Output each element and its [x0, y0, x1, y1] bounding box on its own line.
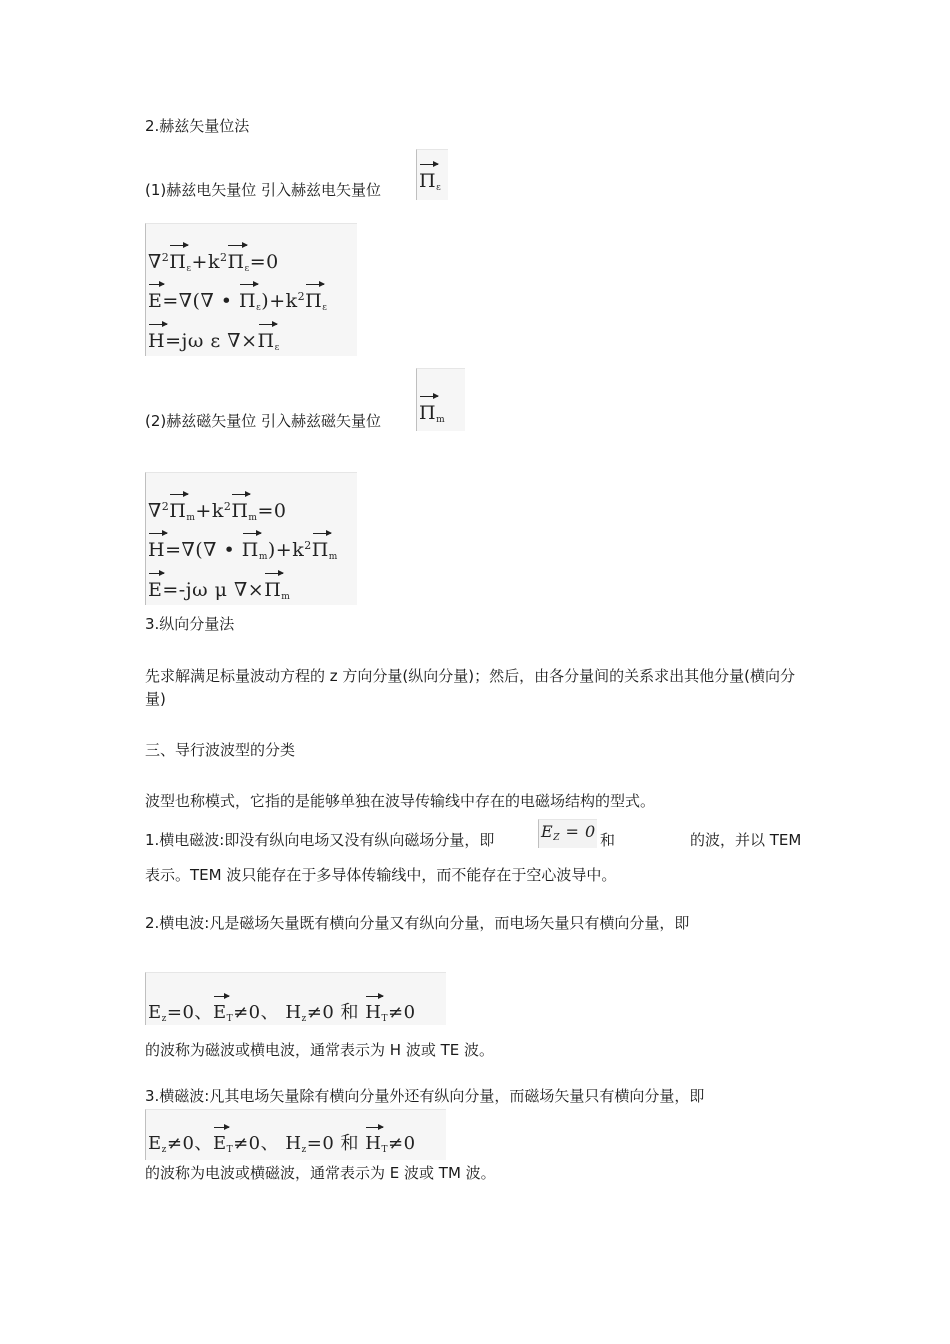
- te-condition-image: [145, 972, 446, 1025]
- equation-line: H=∇(∇ • $\Pi_m)+k^2\Pi_m$: [148, 539, 338, 562]
- equation-line: H=jω ε $\nabla\times\Pi_\varepsilon$: [148, 330, 280, 353]
- te-line-2: 的波称为磁波或横电波，通常表示为 H 波或 TE 波。: [145, 1041, 494, 1059]
- section-3-title: 3.纵向分量法: [145, 615, 235, 633]
- tm-line-2: 的波称为电波或横磁波，通常表示为 E 波或 TM 波。: [145, 1164, 496, 1182]
- equation-line: $E_z=0$、$E_T\ne 0$、 $H_z\ne 0$ 和 $H_T\ne 0$: [148, 1002, 416, 1024]
- tem-text-b: 的波，并以 TEM: [690, 831, 802, 849]
- mode-definition-paragraph: 波型也称模式，它指的是能够单独在波导传输线中存在的电磁场结构的型式。: [145, 792, 656, 810]
- hertz-magnetic-line: [145, 411, 381, 431]
- longitudinal-method-paragraph: 先求解满足标量波动方程的 z 方向分量(纵向分量)；然后，由各分量间的关系求出其他分量(横向分量): [145, 667, 795, 708]
- wave-mode-classification-heading: 三、导行波波型的分类: [145, 741, 296, 759]
- equation-line: E=-jω μ $\nabla\times\Pi_m$: [148, 579, 291, 602]
- pi-e-symbol-image: $\Pi_\varepsilon$: [416, 149, 448, 200]
- equation-line: $\nabla^2\Pi_m+k^2\Pi_m=0$: [148, 500, 287, 523]
- pi-m-symbol-image: $\Pi_m$: [416, 368, 465, 431]
- tem-line-2: 表示。TEM 波只能存在于多导体传输线中，而不能存在于空心波导中。: [145, 866, 617, 884]
- tm-condition-image: [145, 1109, 446, 1160]
- te-line: 2.横电波:凡是磁场矢量既有横向分量又有纵向分量，而电场矢量只有横向分量，即: [145, 914, 690, 932]
- section-2-title: 2.赫兹矢量位法: [145, 117, 250, 135]
- ez-zero-image: $E_Z = 0$: [538, 819, 597, 848]
- equation-line: $\nabla^2\Pi_\varepsilon+k^2\Pi_\varepsilon=0$: [148, 251, 279, 274]
- hertz-electric-text: (1)赫兹电矢量位 引入赫兹电矢量位: [145, 181, 382, 199]
- tm-line: 3.横磁波:凡其电场矢量除有横向分量外还有纵向分量，而磁场矢量只有横向分量，即: [145, 1087, 705, 1105]
- hertz-electric-line: [145, 180, 381, 200]
- tem-line: [145, 830, 813, 850]
- magnetic-hertz-equations-image: [145, 472, 357, 605]
- tem-and: 和: [600, 831, 616, 849]
- tem-text-a: 1.横电磁波:即没有纵向电场又没有纵向磁场分量，即: [145, 831, 495, 849]
- electric-hertz-equations-image: [145, 223, 357, 356]
- equation-line: E=∇(∇ • $\Pi_\varepsilon)+k^2\Pi_\varepsilon$: [148, 290, 328, 313]
- equation-line: $E_z\ne 0$、$E_T\ne 0$、 $H_z=0$ 和 $H_T\ne 0$: [148, 1133, 416, 1155]
- hertz-magnetic-text: (2)赫兹磁矢量位 引入赫兹磁矢量位: [145, 412, 382, 430]
